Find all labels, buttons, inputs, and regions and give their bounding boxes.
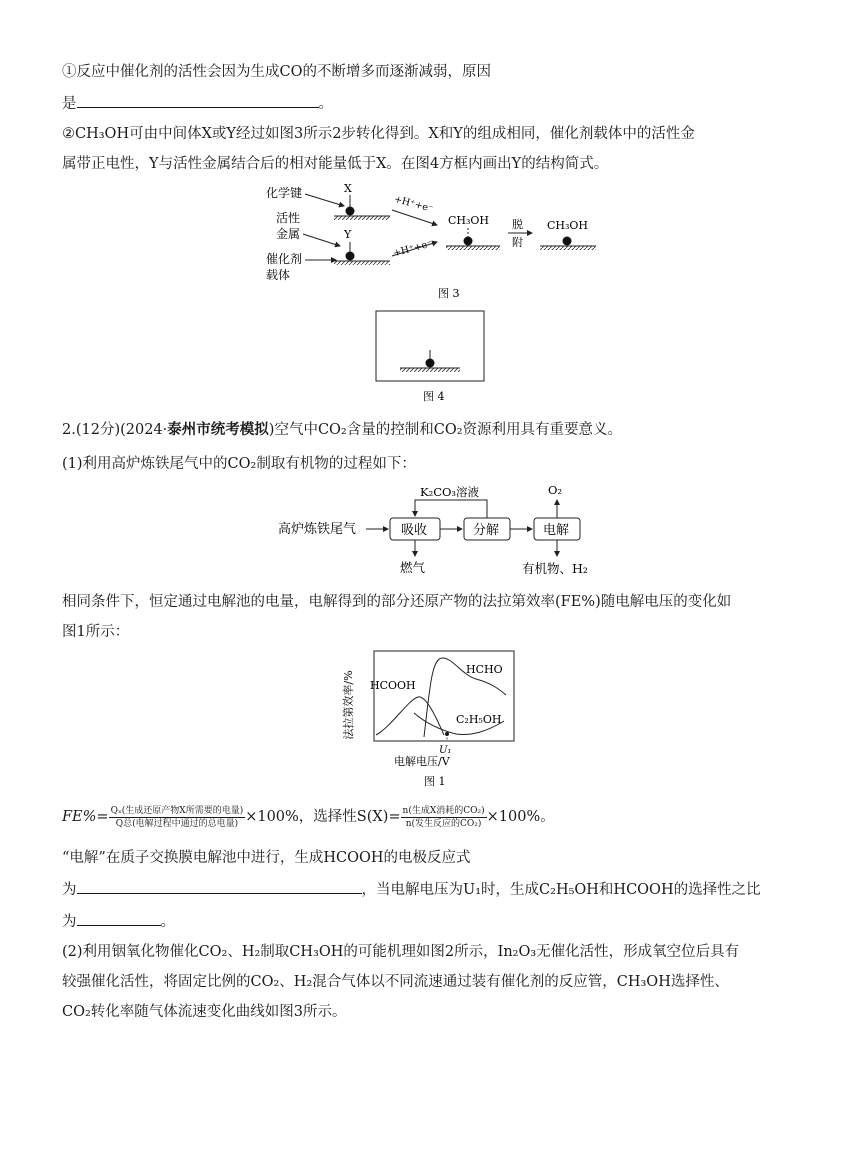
q2-number: 2.(12分)(2024· (62, 422, 168, 438)
x-axis-label: 电解电压/V (394, 755, 450, 768)
arrow-label-bottom: +H⁺+e⁻ (392, 238, 434, 260)
process-flow (270, 480, 620, 580)
flow-products: 有机物、H₂ (522, 561, 588, 576)
fe-lhs: FE%= (62, 809, 109, 825)
flow-electrolysis: 电解 (543, 523, 570, 538)
label-y: Y (344, 228, 352, 241)
answer-blank-2[interactable] (77, 878, 362, 894)
free-metal-atom (563, 237, 572, 246)
flow-decompose: 分解 (473, 523, 500, 538)
series-hcooh-line (376, 697, 444, 735)
q2-elec2-mid: ，当电解电压为U₁时，生成C₂H₅OH和HCOOH的选择性之比 (361, 882, 761, 898)
flow-input: 高炉炼铁尾气 (278, 522, 357, 537)
x-marker-u1: U₁ (439, 745, 452, 756)
fe-denominator: Q总(电解过程中通过的总电量) (115, 818, 239, 829)
desorb-2: 附 (512, 236, 523, 249)
label-x: X (344, 182, 352, 195)
desorb-1: 脱 (512, 218, 523, 231)
label-chemical-bond: 化学键 (266, 186, 303, 200)
q2-intro (62, 420, 622, 440)
label-active-2: 金属 (276, 227, 301, 241)
answer-blank-3[interactable] (77, 910, 161, 926)
q1-item2-line1: ②CH₃OH可由中间体X或Y经过如图3所示2步转化得到。X和Y的组成相同，催化剂载体中的活性金 (62, 126, 695, 142)
series-hcho-label: HCHO (466, 663, 503, 676)
q2-source: 泰州市统考模拟 (167, 421, 269, 438)
q2-desc-line2: 图1所示： (62, 624, 130, 640)
q2-intro-text: )空气中CO₂含量的控制和CO₂资源利用具有重要意义。 (268, 422, 623, 438)
formula-line (62, 804, 555, 830)
q2-elec3-prefix: 为 (62, 914, 77, 930)
flow-absorb: 吸收 (401, 523, 428, 538)
s-numerator: n(生成X消耗的CO₂) (402, 805, 485, 816)
flow-o2: O₂ (548, 483, 563, 497)
q2-part2-line2: 较强催化活性，将固定比例的CO₂、H₂混合气体以不同流速通过装有催化剂的反应管，CH₃OH选择性、 (62, 974, 729, 990)
q2-part2-line3: CO₂转化率随气体流速变化曲线如图3所示。 (62, 1004, 347, 1020)
q1-item1-line2 (62, 92, 333, 114)
label-support-1: 催化剂 (266, 252, 303, 266)
figure-3 (250, 180, 630, 302)
figure-1-chart (336, 645, 536, 793)
y-metal-atom (346, 252, 355, 261)
label-active-1: 活性 (276, 211, 301, 225)
q2-desc-line1: 相同条件下，恒定通过电解池的电量，电解得到的部分还原产物的法拉第效率(FE%)随电解电压的变化如 (62, 594, 732, 610)
adsorbed-metal-atom (464, 237, 473, 246)
q2-part1: (1)利用高炉炼铁尾气中的CO₂制取有机物的过程如下： (62, 456, 416, 472)
q2-elec3-suffix: 。 (160, 914, 175, 930)
y-axis-label: 法拉第效率/% (342, 670, 355, 740)
q2-elec-line3 (62, 910, 175, 932)
figure-4-caption: 图 4 (423, 390, 445, 403)
fe-numerator: Qₓ(生成还原产物X所需要的电量) (110, 805, 244, 816)
fig4-metal-atom (426, 359, 435, 368)
q1-item1-prefix: 是 (62, 96, 77, 112)
flow-recycle: K₂CO₃溶液 (420, 485, 480, 499)
figure-3-caption: 图 3 (438, 287, 460, 300)
x-metal-atom (346, 207, 355, 216)
ch3oh-free: CH₃OH (547, 219, 589, 232)
figure-1-caption: 图 1 (424, 775, 446, 788)
flow-fuel-gas: 燃气 (400, 560, 426, 575)
series-hcooh-label: HCOOH (370, 679, 416, 692)
figure-4 (370, 308, 494, 404)
s-end: ×100%。 (486, 809, 555, 825)
s-denominator: n(发生反应的CO₂) (405, 818, 482, 829)
ch3oh-adsorbed: CH₃OH (448, 214, 490, 227)
q1-item1-suffix: 。 (318, 96, 333, 112)
series-c2h5oh-label: C₂H₅OH (456, 713, 502, 726)
arrow-label-top: +H⁺+e⁻ (392, 193, 435, 215)
s-fraction (401, 805, 487, 830)
q2-elec-line1: “电解”在质子交换膜电解池中进行，生成HCOOH的电极反应式 (62, 850, 471, 866)
q1-item1-line1: ①反应中催化剂的活性会因为生成CO的不断增多而逐渐减弱，原因 (62, 64, 491, 80)
q1-item2-line2: 属带正电性，Y与活性金属结合后的相对能量低于X。在图4方框内画出Y的结构简式。 (62, 156, 609, 172)
fe-fraction (109, 805, 246, 830)
fe-times-selectivity: ×100%，选择性S(X)= (245, 809, 401, 825)
answer-blank-1[interactable] (77, 92, 319, 108)
label-support-2: 载体 (266, 268, 291, 282)
q2-elec2-prefix: 为 (62, 882, 77, 898)
q2-part2-line1: (2)利用铟氧化物催化CO₂、H₂制取CH₃OH的可能机理如图2所示，In₂O₃无催化活性，形成氧空位后具有 (62, 944, 740, 960)
q2-elec-line2 (62, 878, 761, 900)
